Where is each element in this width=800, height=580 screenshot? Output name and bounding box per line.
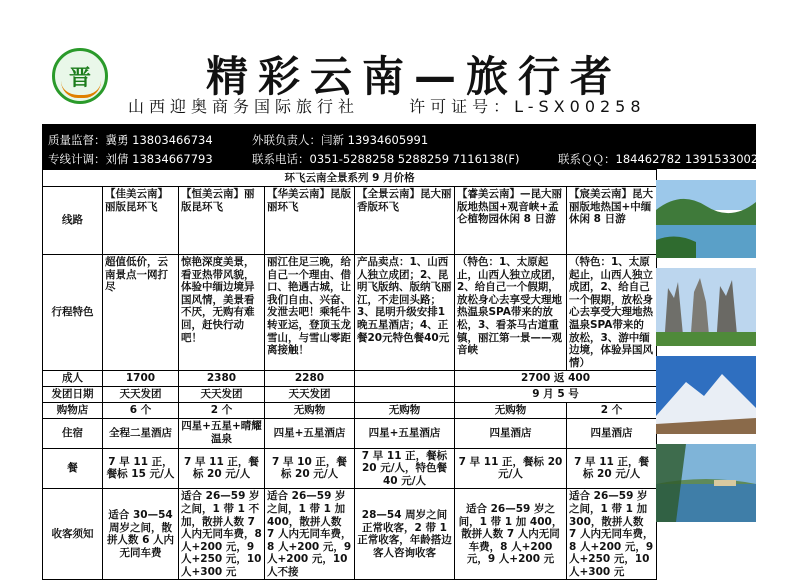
agency-name: 山西迎奥商务国际旅行社 (128, 97, 360, 116)
snow-mountain-photo (656, 356, 756, 434)
route-cell: 【恒美云南】丽版昆环飞 (179, 187, 265, 255)
notice-cell: 适合 26—59 岁之间，1 带 1 加 300，散拼人数 7 人内无同车费，8 人+200 元，9 人+250 元，10 人+300 元 (567, 489, 657, 580)
row-label-hotel: 住宿 (43, 418, 103, 448)
notice-cell: 适合 26—59 岁之间，1 带 1 加 400，散拼人数 7 人内无同车费，8 人+200 元，9 人+200 元，10 人不接 (265, 489, 355, 580)
route-cell: 【宸美云南】昆大丽版地热国+中缅休闲 8 日游 (567, 187, 657, 255)
contact-bar (42, 127, 759, 169)
qq-info: 联系ＱＱ：184462782 1391533002 (558, 152, 759, 166)
shopping-cell: 2 个 (567, 402, 657, 418)
planner-info: 专线计调：刘倩 13834667793 (48, 152, 213, 166)
row-label-route: 线路 (43, 187, 103, 255)
meal-cell: 7 早 11 正，餐标 15 元/人 (103, 448, 179, 489)
meal-cell: 7 早 11 正，餐标 20 元/人，特色餐 40 元/人 (355, 448, 455, 489)
adult-price: 1700 (103, 371, 179, 387)
shopping-cell: 无购物 (265, 402, 355, 418)
shopping-cell: 2 个 (179, 402, 265, 418)
license-number: 许可证号：L-SX00258 (409, 97, 646, 116)
liaison-info: 外联负责人：闫新 13934605991 (252, 133, 429, 147)
adult-price: 2700 返 400 (455, 371, 657, 387)
adult-price: 2380 (179, 371, 265, 387)
departure-cell: 天天发团 (265, 386, 355, 402)
itinerary-cell: （特色：1、太原起止，山西人独立成团，2、给自己一个假期，放松身心去享受大理地热温泉SPA带来的放松，3、游中缅边境，体验异国风情） (567, 255, 657, 371)
departure-cell: 天天发团 (103, 386, 179, 402)
hotel-cell: 四星酒店 (567, 418, 657, 448)
itinerary-cell: 丽江住足三晚，给自己一个理由、借口、艳遇古城，让我们自由、兴奋、发泄去吧！乘牦牛转亚运，登顶玉龙雪山，与雪山零距离接触！ (265, 255, 355, 371)
hotel-cell: 四星+五星酒店 (355, 418, 455, 448)
itinerary-cell: 产品卖点：1、山西人独立成团；2、昆明飞版纳、版纳飞丽江，不走回头路；3、昆明升级安排1晚五星酒店；4、正餐20元特色餐40元 (355, 255, 455, 371)
page-title: 精彩云南—旅行者 (206, 52, 623, 101)
row-label-meal: 餐 (43, 448, 103, 489)
price-table (42, 169, 657, 580)
notice-cell: 适合 26—59 岁之间，1 带 1 不加，散拼人数 7 人内无同车费，8 人+200 元，9 人+250 元，10 人+300 元 (179, 489, 265, 580)
meal-cell: 7 早 11 正，餐标 20 元/人 (567, 448, 657, 489)
itinerary-cell: （特色：1、太原起止，山西人独立成团，2、给自己一个假期，放松身心去享受大理地热温泉SPA带来的放松，3、看茶马古道重镇，丽江第一景——观音峡 (455, 255, 567, 371)
itinerary-cell: 超值低价，云南景点一网打尽 (103, 255, 179, 371)
departure-cell: 天天发团 (179, 386, 265, 402)
notice-cell: 适合 26—59 岁之间，1 带 1 加 400，散拼人数 7 人内无同车费，8 人+200 元，9 人+200 元 (455, 489, 567, 580)
logo-arc (61, 81, 101, 98)
itinerary-cell: 惊艳深度美景，看亚热带风貌，体验中缅边境异国风情，美景看不厌，无购有难回，赶快行动吧！ (179, 255, 265, 371)
departure-cell: 9 月 5 号 (455, 386, 657, 402)
meal-cell: 7 早 11 正，餐标 20 元/人 (179, 448, 265, 489)
shopping-cell: 6 个 (103, 402, 179, 418)
adult-price (355, 371, 455, 387)
stone-forest-photo (656, 268, 756, 346)
adult-price: 2280 (265, 371, 355, 387)
route-cell: 【睿美云南】—昆大丽版地热国+观音峡+孟仑植物园休闲 8 日游 (455, 187, 567, 255)
company-subtitle (128, 94, 646, 117)
company-logo: 晋 (52, 48, 108, 104)
departure-cell (355, 386, 455, 402)
route-cell: 【佳美云南】丽版昆环飞 (103, 187, 179, 255)
phone-info: 联系电话：0351-5288258 5288259 7116138(F) (252, 152, 520, 166)
hotel-cell: 全程二星酒店 (103, 418, 179, 448)
row-label-departure: 发团日期 (43, 386, 103, 402)
shopping-cell: 无购物 (355, 402, 455, 418)
route-cell: 【华美云南】昆版丽环飞 (265, 187, 355, 255)
lake-photo (656, 180, 756, 258)
row-label-shopping: 购物店 (43, 402, 103, 418)
supervisor-info: 质量监督：冀勇 13803466734 (48, 133, 213, 147)
row-label-notice: 收客须知 (43, 489, 103, 580)
erhai-photo (656, 444, 756, 522)
notice-cell: 适合 30—54 周岁之间，散拼人数 6 人内无同车费 (103, 489, 179, 580)
photo-column (656, 180, 756, 530)
hotel-cell: 四星+五星+晴耀温泉 (179, 418, 265, 448)
route-cell: 【全景云南】昆大丽香版环飞 (355, 187, 455, 255)
table-caption: 环飞云南全景系列 9 月价格 (43, 170, 657, 187)
row-label-adult: 成人 (43, 371, 103, 387)
meal-cell: 7 早 10 正，餐标 20 元/人 (265, 448, 355, 489)
notice-cell: 28—54 周岁之间正常收客，2 带 1 正常收客，年龄搭边客人咨询收客 (355, 489, 455, 580)
hotel-cell: 四星酒店 (455, 418, 567, 448)
meal-cell: 7 早 11 正，餐标 20 元/人 (455, 448, 567, 489)
hotel-cell: 四星+五星酒店 (265, 418, 355, 448)
shopping-cell: 无购物 (455, 402, 567, 418)
row-label-itinerary: 行程特色 (43, 255, 103, 371)
